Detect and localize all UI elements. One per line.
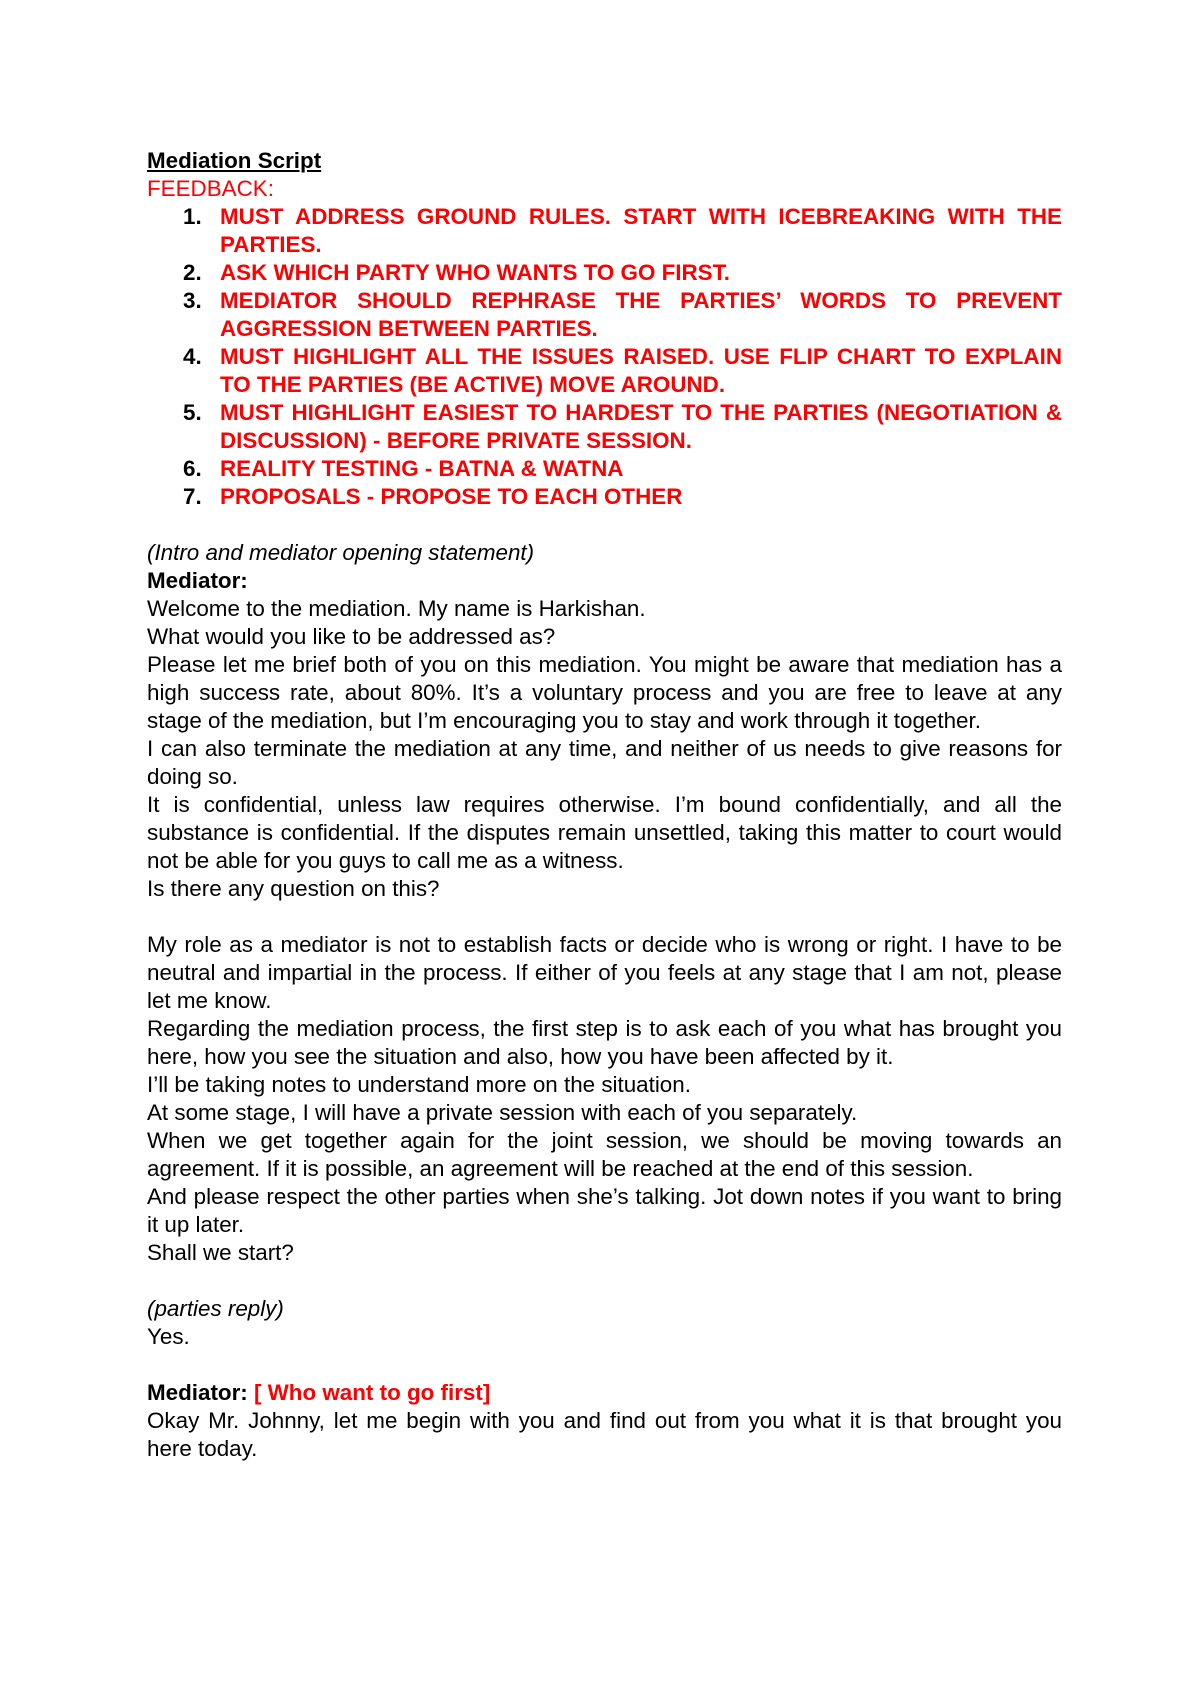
feedback-item-number: 4. xyxy=(183,344,202,369)
speaker-label: Mediator: xyxy=(147,1380,248,1405)
script-paragraph: I’ll be taking notes to understand more on the situation. xyxy=(147,1072,691,1097)
feedback-item-number: 2. xyxy=(183,260,202,285)
script-paragraph: Please let me brief both of you on this mediation. You might be aware that mediation has a high success rate, about 80%. It’s a voluntary process and you are free to leave at any stage of the mediation, but I’m encouraging you to stay and work through it together. xyxy=(147,652,1062,733)
feedback-item-text: MUST HIGHLIGHT ALL THE ISSUES RAISED. USE FLIP CHART TO EXPLAIN TO THE PARTIES (BE ACTIVE) MOVE AROUND. xyxy=(220,344,1062,397)
feedback-item xyxy=(147,287,1062,343)
feedback-item-text: MUST ADDRESS GROUND RULES. START WITH ICEBREAKING WITH THE PARTIES. xyxy=(220,204,1062,257)
feedback-heading: FEEDBACK: xyxy=(147,176,274,201)
script-paragraph: Regarding the mediation process, the first step is to ask each of you what has brought you here, how you see the situation and also, how you have been affected by it. xyxy=(147,1016,1062,1069)
script-paragraph: And please respect the other parties when she’s talking. Jot down notes if you want to bring it up later. xyxy=(147,1184,1062,1237)
script-paragraph: I can also terminate the mediation at any time, and neither of us needs to give reasons for doing so. xyxy=(147,736,1062,789)
feedback-item-number: 7. xyxy=(183,484,202,509)
script-paragraph: It is confidential, unless law requires otherwise. I’m bound confidentially, and all the substance is confidential. If the disputes remain unsettled, taking this matter to court would not be able for you guys to call me as a witness. xyxy=(147,792,1062,873)
feedback-item xyxy=(147,399,1062,455)
intro-stage-direction: (Intro and mediator opening statement) xyxy=(147,540,535,565)
script-paragraph: My role as a mediator is not to establish facts or decide who is wrong or right. I have to be neutral and impartial in the process. If either of you feels at any stage that I am not, please let me know. xyxy=(147,932,1062,1013)
script-paragraph: What would you like to be addressed as? xyxy=(147,624,556,649)
script-paragraph: Welcome to the mediation. My name is Harkishan. xyxy=(147,596,646,621)
feedback-item xyxy=(147,203,1062,259)
script-paragraph: Okay Mr. Johnny, let me begin with you and find out from you what it is that brought you here today. xyxy=(147,1408,1062,1461)
feedback-item xyxy=(147,343,1062,399)
spacer xyxy=(147,1351,1062,1379)
feedback-item-text: REALITY TESTING - BATNA & WATNA xyxy=(220,456,624,481)
document-page xyxy=(147,147,1062,1463)
feedback-item-text: PROPOSALS - PROPOSE TO EACH OTHER xyxy=(220,484,683,509)
parties-stage-direction: (parties reply) xyxy=(147,1296,284,1321)
feedback-list xyxy=(147,203,1062,511)
spacer xyxy=(147,511,1062,539)
feedback-item-text: ASK WHICH PARTY WHO WANTS TO GO FIRST. xyxy=(220,260,731,285)
feedback-item-text: MUST HIGHLIGHT EASIEST TO HARDEST TO THE PARTIES (NEGOTIATION & DISCUSSION) - BEFORE PRIVATE SESSION. xyxy=(220,400,1062,453)
document-title: Mediation Script xyxy=(147,148,322,173)
spacer xyxy=(147,1267,1062,1295)
feedback-item xyxy=(147,455,1062,483)
script-paragraph: When we get together again for the joint session, we should be moving towards an agreement. If it is possible, an agreement will be reached at the end of this session. xyxy=(147,1128,1062,1181)
script-paragraph: Shall we start? xyxy=(147,1240,294,1265)
feedback-item-number: 1. xyxy=(183,204,202,229)
script-paragraph: At some stage, I will have a private session with each of you separately. xyxy=(147,1100,858,1125)
script-paragraph: Is there any question on this? xyxy=(147,876,440,901)
speaker-line xyxy=(147,1379,1062,1407)
feedback-item-text: MEDIATOR SHOULD REPHRASE THE PARTIES’ WORDS TO PREVENT AGGRESSION BETWEEN PARTIES. xyxy=(220,288,1062,341)
who-first-note: [ Who want to go first] xyxy=(254,1380,491,1405)
feedback-item xyxy=(147,259,1062,287)
speaker-label: Mediator: xyxy=(147,568,248,593)
feedback-item-number: 5. xyxy=(183,400,202,425)
feedback-item-number: 3. xyxy=(183,288,202,313)
feedback-item xyxy=(147,483,1062,511)
parties-reply: Yes. xyxy=(147,1324,190,1349)
feedback-item-number: 6. xyxy=(183,456,202,481)
spacer xyxy=(147,903,1062,931)
